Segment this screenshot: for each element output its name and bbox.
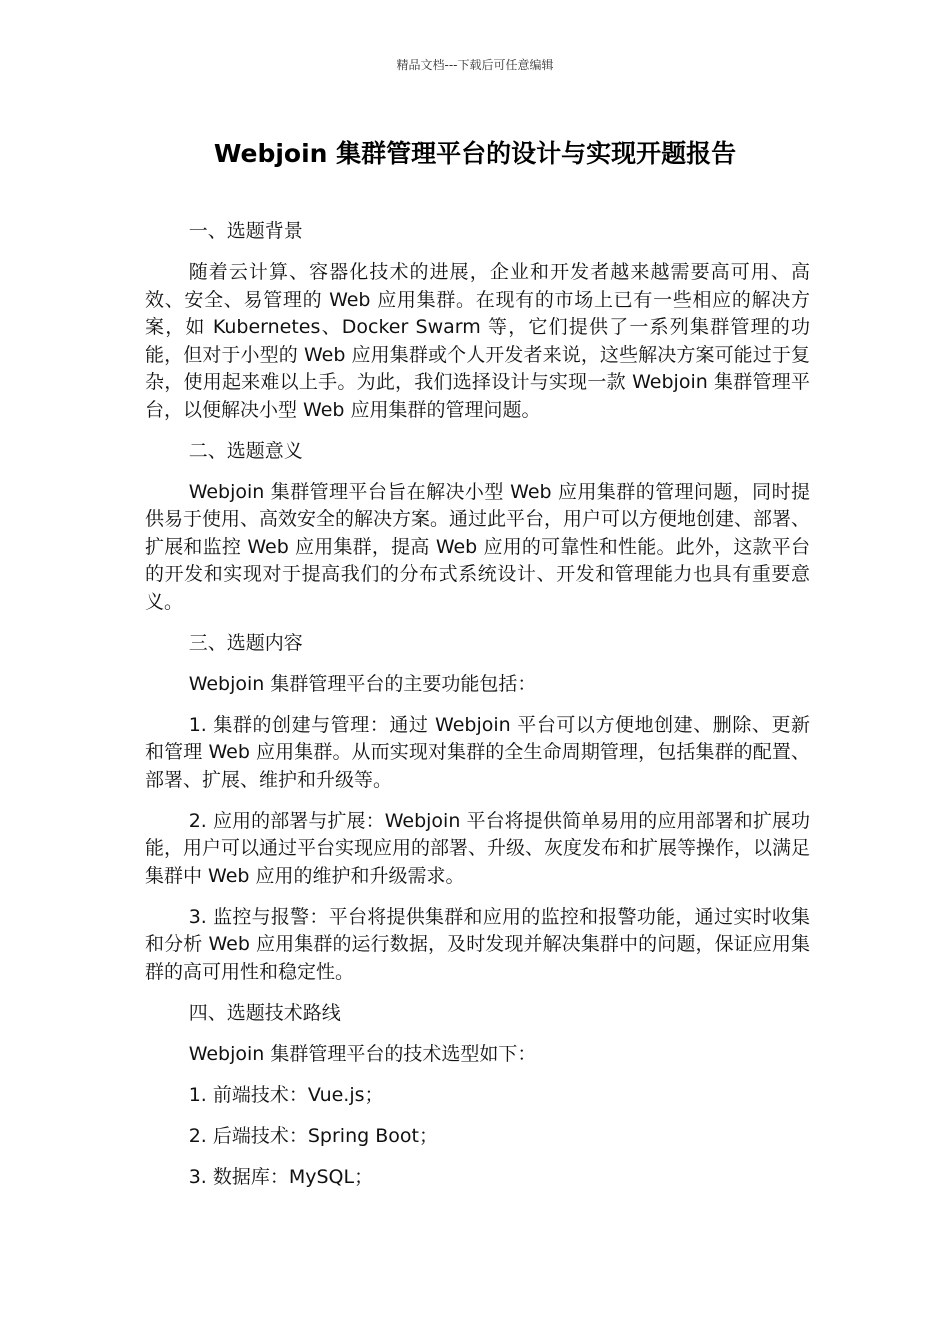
list-item-monitoring: 3. 监控与报警：平台将提供集群和应用的监控和报警功能，通过实时收集和分析 Web 应用集群的运行数据，及时发现并解决集群中的问题，保证应用集群的高可用性和稳定性。 [145,905,810,983]
list-item-database: 3. 数据库：MySQL； [188,1165,374,1188]
paragraph-content-intro: Webjoin 集群管理平台的主要功能包括： [188,672,537,695]
document-title: Webjoin 集群管理平台的设计与实现开题报告 [213,139,737,168]
section-heading-background: 一、选题背景 [188,220,303,242]
list-item-app-deployment: 2. 应用的部署与扩展：Webjoin 平台将提供简单易用的应用部署和扩展功能，用户可以通过平台实现应用的部署、升级、灰度发布和扩展等操作，以满足集群中 Web 应用的维护和升级需求。 [145,809,811,887]
list-item-frontend: 1. 前端技术：Vue.js； [188,1083,384,1106]
section-heading-content: 三、选题内容 [188,631,303,654]
paragraph-significance: Webjoin 集群管理平台旨在解决小型 Web 应用集群的管理问题，同时提供易于使用、高效安全的解决方案。通过此平台，用户可以方便地创建、部署、扩展和监控 Web 应用集群，提高 Web 应用的可靠性和性能。此外，这款平台的开发和实现对于提高我们的分布式系统设计、开发和管理能力也具有重要意义。 [145,480,811,613]
section-heading-significance: 二、选题意义 [188,439,303,462]
paragraph-tech-intro: Webjoin 集群管理平台的技术选型如下： [188,1042,537,1065]
list-item-cluster-management: 1. 集群的创建与管理：通过 Webjoin 平台可以方便地创建、删除、更新和管理 Web 应用集群。从而实现对集群的全生命周期管理，包括集群的配置、部署、扩展、维护和升级等。 [145,713,810,791]
page-header: 精品文档---下载后可任意编辑 [396,58,554,72]
paragraph-background: 随着云计算、容器化技术的进展，企业和开发者越来越需要高可用、高效、安全、易管理的 Web 应用集群。在现有的市场上已有一些相应的解决方案，如 Kubernetes、Docker Swarm 等，它们提供了一系列集群管理的功能，但对于小型的 Web 应用集群或个人开发者来说，这些解决方案可能过于复杂，使用起来难以上手。为此，我们选择设计与实现一款 Webjoin 集群管理平台，以便解决小型 Web 应用集群的管理问题。 [145,261,810,421]
section-heading-tech-route: 四、选题技术路线 [188,1001,341,1024]
document-body [145,218,810,1205]
list-item-backend: 2. 后端技术：Spring Boot； [188,1124,438,1147]
